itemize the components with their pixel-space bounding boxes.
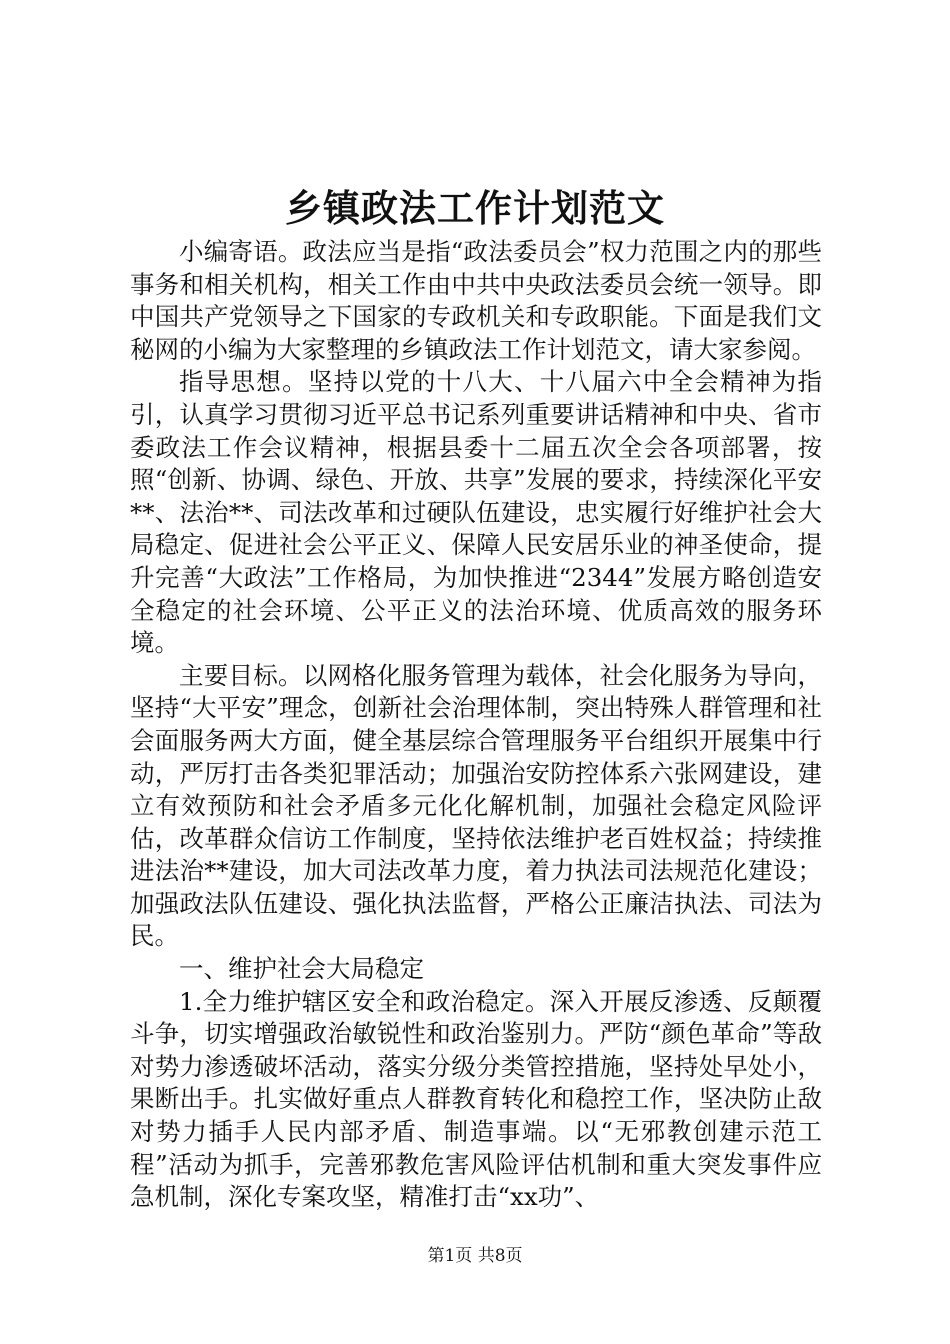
page-footer: 第1页 共8页	[427, 1246, 523, 1266]
paragraph-item-1: 1.全力维护辖区安全和政治稳定。深入开展反渗透、反颠覆斗争，切实增强政治敏锐性和政治鉴别力。严防“颜色革命”等敌对势力渗透破坏活动，落实分级分类管控措施，坚持处早处小，果断出手。扎实做好重点人群教育转化和稳控工作，坚决防止敌对势力插手人民内部矛盾、制造事端。以“无邪教创建示范工程”活动为抓手，完善邪教危害风险评估机制和重大突发事件应急机制，深化专案攻坚，精准打击“xx功”、	[130, 986, 822, 1212]
document-body	[130, 236, 822, 1214]
paragraph-guiding-thought: 指导思想。坚持以党的十八大、十八届六中全会精神为指引，认真学习贯彻习近平总书记系列重要讲话精神和中央、省市委政法工作会议精神，根据县委十二届五次全会各项部署，按照“创新、协调、绿色、开放、共享”发展的要求，持续深化平安**、法治**、司法改革和过硬队伍建设，忠实履行好维护社会大局稳定、促进社会公平正义、保障人民安居乐业的神圣使命，提升完善“大政法”工作格局，为加快推进“2344”发展方略创造安全稳定的社会环境、公平正义的法治环境、优质高效的服务环境。	[130, 367, 822, 658]
paragraph-main-goals: 主要目标。以网格化服务管理为载体，社会化服务为导向，坚持“大平安”理念，创新社会治理体制，突出特殊人群管理和社会面服务两大方面，健全基层综合管理服务平台组织开展集中行动，严厉打击各类犯罪活动；加强治安防控体系六张网建设，建立有效预防和社会矛盾多元化化解机制，加强社会稳定风险评估，改革群众信访工作制度，坚持依法维护老百姓权益；持续推进法治**建设，加大司法改革力度，着力执法司法规范化建设；加强政法队伍建设、强化执法监督，严格公正廉洁执法、司法为民。	[130, 660, 822, 951]
paragraph-intro: 小编寄语。政法应当是指“政法委员会”权力范围之内的那些事务和相关机构，相关工作由中共中央政法委员会统一领导。即中国共产党领导之下国家的专政机关和专政职能。下面是我们文秘网的小编为大家整理的乡镇政法工作计划范文，请大家参阅。	[130, 237, 822, 364]
document-title: 乡镇政法工作计划范文	[285, 186, 665, 230]
section-heading-1: 一、维护社会大局稳定	[179, 954, 424, 984]
